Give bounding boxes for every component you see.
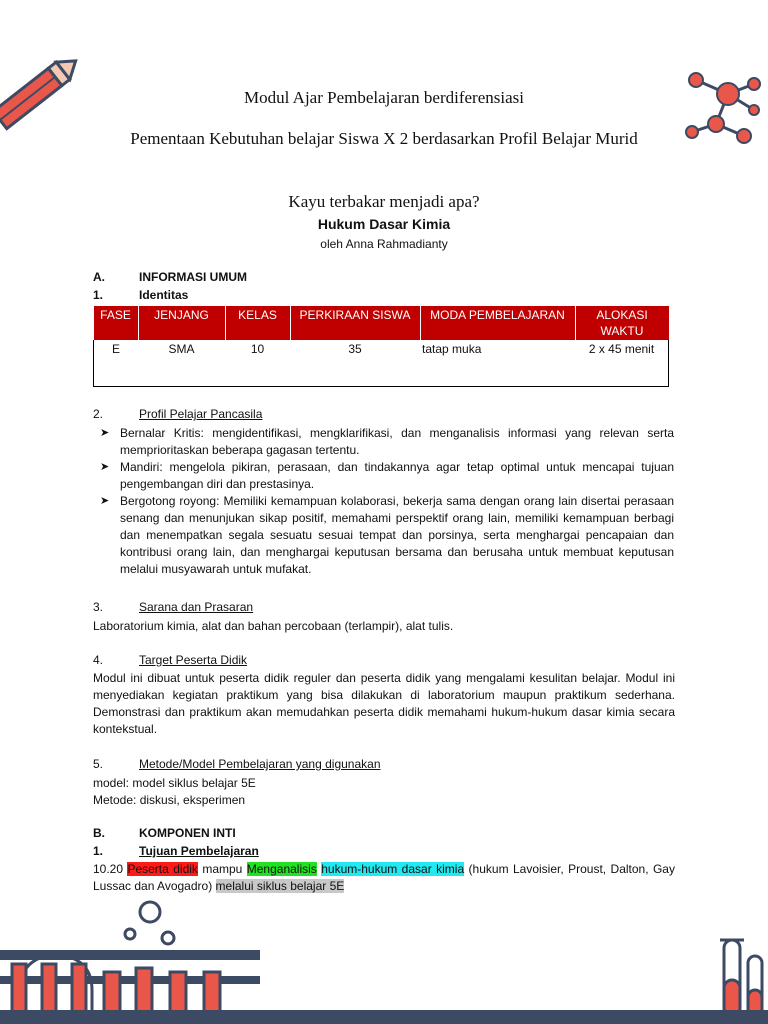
bullet-text: Bergotong royong: Memiliki kemampuan kolaborasi, bekerja sama dengan orang lain disertai perasaan senang dan menunjukan sikap positif, memahami perspektif orang lain, memiliki kemampuan berbagi dan menempatkan segala sesuatu sesuai tempat dan porsinya, serta menghargai pencapaian dan kontribusi orang lain, dan menghargai keputusan bersama dan berusaha untuk membuat keputusan melalui musyawarah untuk mufakat.: [120, 494, 674, 576]
target-number: 4.: [93, 653, 104, 667]
lab-rack-icon: [0, 892, 260, 1024]
identitas-label: Identitas: [139, 288, 189, 302]
tujuan-label: Tujuan Pembelajaran: [139, 844, 259, 858]
table-cell: 35: [348, 342, 362, 356]
section-b-letter: B.: [93, 826, 105, 840]
author-line: oleh Anna Rahmadianty: [320, 237, 448, 251]
objective-code: 10.20: [93, 862, 124, 876]
arrow-bullet-icon: ➤: [100, 495, 110, 507]
section-b-title: KOMPONEN INTI: [139, 826, 236, 840]
sarana-number: 3.: [93, 600, 104, 614]
profil-number: 2.: [93, 407, 104, 421]
list-item: [100, 425, 674, 459]
profil-label: Profil Pelajar Pancasila: [139, 407, 263, 421]
metode-heading: [93, 757, 593, 773]
identity-table: [93, 306, 669, 387]
document-subtitle: Pementaan Kebutuhan belajar Siswa X 2 berdasarkan Profil Belajar Murid: [130, 129, 638, 148]
model-text: model: model siklus belajar 5E: [93, 776, 256, 790]
metode-label: Metode/Model Pembelajaran yang digunakan: [139, 757, 381, 771]
table-header-cell: FASE: [94, 306, 139, 340]
objective-verb: Menganalisis: [246, 862, 317, 876]
table-cell: E: [111, 342, 120, 356]
table-cell: tatap muka: [422, 342, 482, 356]
objective-subject: Peserta didik: [127, 862, 198, 876]
table-header-cell: JENJANG: [138, 306, 225, 340]
learning-objective: [93, 861, 675, 895]
bullet-text: Mandiri: mengelola pikiran, perasaan, dan tindakannya agar tetap optimal untuk mencapai tujuan pengembangan diri dan prestasinya.: [120, 460, 674, 491]
objective-rest: (hukum Lavoisier, Proust, Dalton, Gay Lussac dan Avogadro): [93, 862, 675, 893]
table-row: [94, 340, 669, 387]
objective-content: hukum-hukum dasar kimia: [321, 862, 465, 876]
table-header-cell: KELAS: [225, 306, 290, 340]
table-header-cell: ALOKASI WAKTU: [575, 306, 669, 340]
identitas-heading: [93, 288, 593, 304]
metode-number: 5.: [93, 757, 104, 771]
table-header-row: [94, 306, 669, 340]
objective-condition: melalui siklus belajar 5E: [215, 879, 345, 893]
tujuan-number: 1.: [93, 844, 104, 858]
list-item: [100, 493, 674, 578]
section-a-heading: [93, 270, 593, 286]
topic-title: Hukum Dasar Kimia: [317, 216, 451, 232]
bullet-text: Bernalar Kritis: mengidentifikasi, mengklarifikasi, dan menganalisis informasi yang relevan serta memprioritaskan beberapa gagasan tertentu.: [120, 426, 674, 457]
section-a-letter: A.: [93, 270, 105, 284]
identitas-number: 1.: [93, 288, 104, 302]
target-text: Modul ini dibuat untuk peserta didik reguler dan peserta didik yang mengalami kesulitan belajar. Modul ini menyediakan kegiatan praktikum yang bisa dilakukan di laboratorium maupun praktikum sederhana. Demonstrasi dan praktikum akan memudahkan peserta didik memahami hukum-hukum dasar kimia secara kontekstual.: [93, 671, 675, 736]
document-title: Modul Ajar Pembelajaran berdiferensiasi: [244, 88, 524, 107]
metode-text: Metode: diskusi, eksperimen: [93, 793, 246, 807]
table-cell: 10: [250, 342, 265, 356]
table-cell: 2 x 45 menit: [588, 342, 655, 356]
table-header-cell: PERKIRAAN SISWA: [290, 306, 420, 340]
section-a-title: INFORMASI UMUM: [139, 270, 247, 284]
profil-heading: [93, 407, 593, 423]
arrow-bullet-icon: ➤: [100, 427, 110, 439]
target-heading: [93, 653, 593, 669]
objective-verb-pre: mampu: [202, 862, 243, 876]
table-header-cell: MODA PEMBELAJARAN: [420, 306, 575, 340]
target-label: Target Peserta Didik: [139, 653, 248, 667]
arrow-bullet-icon: ➤: [100, 461, 110, 473]
list-item: [100, 459, 674, 493]
profil-bullet-list: [100, 425, 674, 578]
sarana-label: Sarana dan Prasaran: [139, 600, 254, 614]
footer-band: [0, 1010, 768, 1024]
sarana-heading: [93, 600, 593, 616]
section-b-heading: [93, 826, 593, 842]
tujuan-heading: [93, 844, 593, 860]
topic-question: Kayu terbakar menjadi apa?: [288, 192, 480, 211]
table-cell: SMA: [168, 342, 195, 356]
sarana-text: Laboratorium kimia, alat dan bahan percobaan (terlampir), alat tulis.: [93, 619, 454, 633]
